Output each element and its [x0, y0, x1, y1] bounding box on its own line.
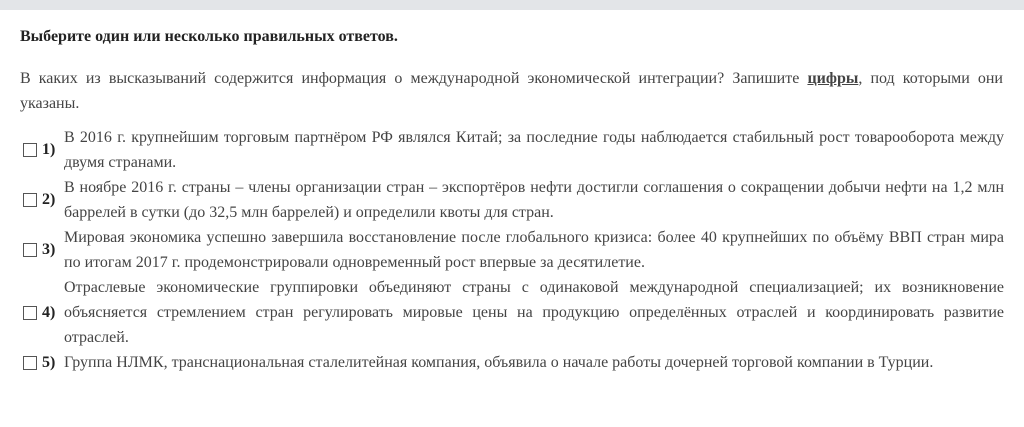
option-text-5: Группа НЛМК, транснациональная сталелитейная компания, объявила о начале работы дочерней торговой компании в Турции. [64, 354, 934, 371]
answer-option-5[interactable] [20, 350, 1004, 375]
top-bar [0, 0, 1024, 10]
answer-options [20, 125, 1004, 375]
question-text-end: , под которыми они указаны. [20, 70, 1003, 112]
option-number-5: 5) [42, 353, 56, 371]
checkbox-4[interactable] [23, 306, 37, 320]
checkbox-1[interactable] [23, 143, 37, 157]
option-number-1: 1) [42, 141, 56, 158]
option-number-4: 4) [42, 303, 56, 321]
question-emphasis: цифры [807, 70, 859, 87]
instruction-text: Выберите один или несколько правильных ответов. [20, 28, 398, 45]
checkbox-2[interactable] [23, 193, 37, 207]
option-text-4: Отраслевые экономические группировки объединяют страны с одинаковой международной специализацией; их возникновение объясняется стремлением стран регулировать мировые цены на продукцию определённых отраслей и координировать развитие отраслей. [64, 279, 1004, 346]
option-text-2: В ноябре 2016 г. страны – члены организации стран – экспортёров нефти достигли соглашения о сокращении добычи нефти на 1,2 млн баррелей в сутки (до 32,5 млн баррелей) и определили квоты для стран. [64, 179, 1004, 221]
checkbox-3[interactable] [23, 243, 37, 257]
option-text-1: В 2016 г. крупнейшим торговым партнёром РФ являлся Китай; за последние годы наблюдается стабильный рост товарооборота между двумя странами. [64, 129, 1004, 171]
option-text-3: Мировая экономика успешно завершила восстановление после глобального кризиса: более 40 крупнейших по объёму ВВП стран мира по итогам 2017 г. продемонстрировали одновременный рост впервые за десятилетие. [64, 229, 1004, 271]
answer-option-4[interactable] [20, 275, 1004, 350]
option-number-2: 2) [42, 191, 56, 208]
answer-option-2[interactable] [20, 175, 1004, 225]
option-number-3: 3) [42, 241, 56, 258]
answer-option-1[interactable] [20, 125, 1004, 175]
answer-option-3[interactable] [20, 225, 1004, 275]
question-text [20, 66, 1003, 116]
checkbox-5[interactable] [23, 356, 37, 370]
question-text-start: В каких из высказываний содержится информация о международной экономической интеграции? Запишите [20, 70, 808, 87]
